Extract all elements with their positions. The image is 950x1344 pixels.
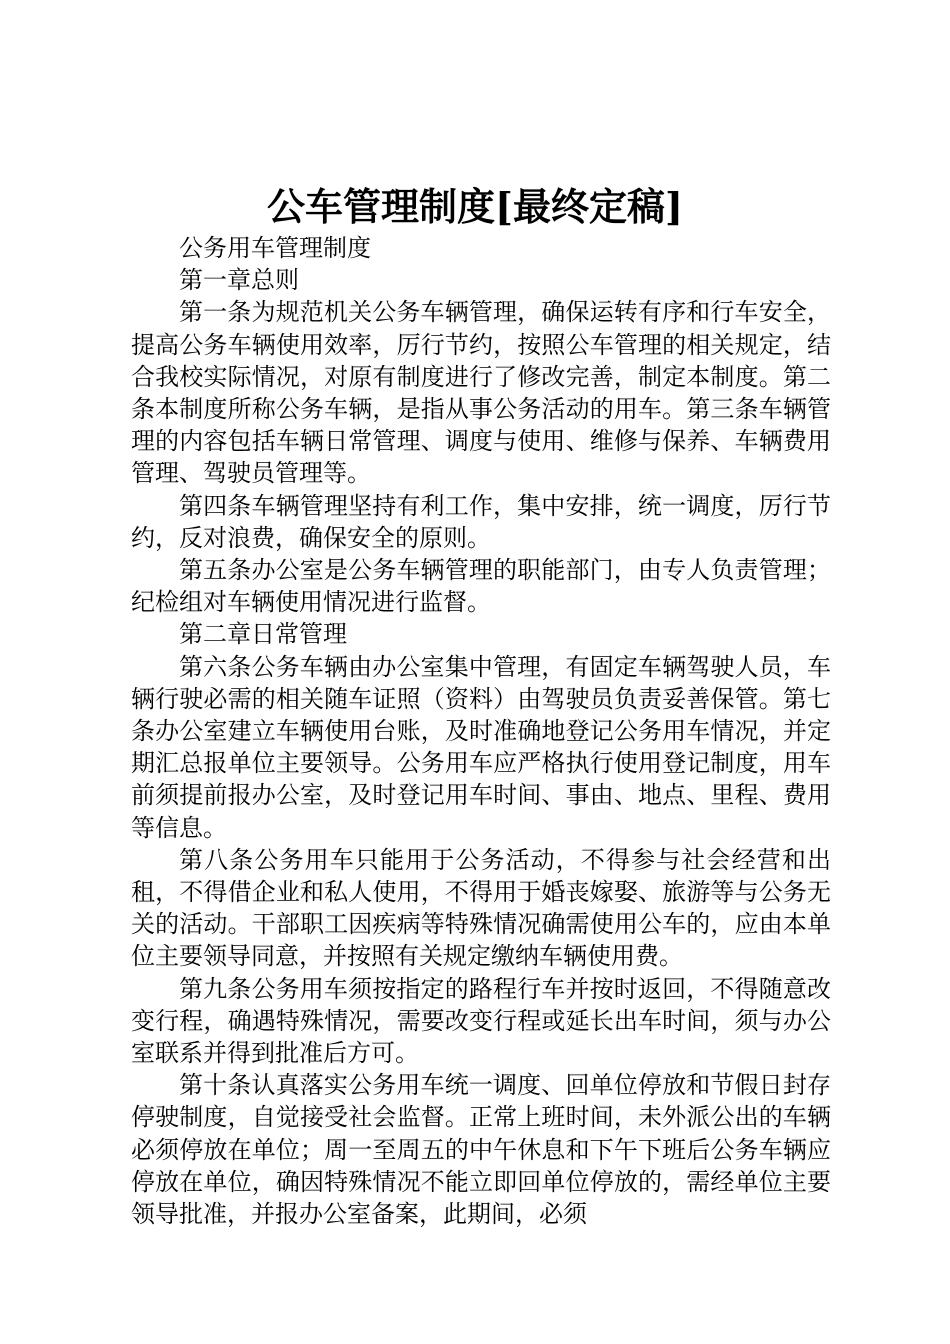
paragraph: 第八条公务用车只能用于公务活动，不得参与社会经营和出租，不得借企业和私人使用，不得用于婚丧嫁娶、旅游等与公务无关的活动。干部职工因疾病等特殊情况确需使用公车的，应由本单位主要领导同意，并按照有关规定缴纳车辆使用费。 [131, 845, 831, 971]
paragraph: 公务用车管理制度 [179, 234, 371, 262]
paragraph: 第五条办公室是公务车辆管理的职能部门，由专人负责管理；纪检组对车辆使用情况进行监督。 [131, 556, 831, 617]
paragraph: 第四条车辆管理坚持有利工作，集中安排，统一调度，厉行节约，反对浪费，确保安全的原则。 [131, 491, 831, 552]
chapter-heading: 第一章总则 [179, 266, 299, 295]
paragraph: 第一条为规范机关公务车辆管理，确保运转有序和行车安全，提高公务车辆使用效率，厉行节约，按照公车管理的相关规定，结合我校实际情况，对原有制度进行了修改完善，制定本制度。第二条本制度所称公务车辆，是指从事公务活动的用车。第三条车辆管理的内容包括车辆日常管理、调度与使用、维修与保养、车辆费用管理、驾驶员管理等。 [131, 298, 831, 488]
document-body [131, 232, 831, 1230]
paragraph: 第六条公务车辆由办公室集中管理，有固定车辆驾驶人员，车辆行驶必需的相关随车证照（资料）由驾驶员负责妥善保管。第七条办公室建立车辆使用台账，及时准确地登记公务用车情况，并定期汇总报单位主要领导。公务用车应严格执行使用登记制度，用车前须提前报办公室，及时登记用车时间、事由、地点、里程、费用等信息。 [131, 652, 831, 842]
document-title: 公车管理制度[最终定稿] [267, 184, 683, 229]
chapter-heading: 第二章日常管理 [179, 620, 347, 649]
paragraph: 第九条公务用车须按指定的路程行车并按时返回，不得随意改变行程，确遇特殊情况，需要改变行程或延长出车时间，须与办公室联系并得到批准后方可。 [131, 974, 831, 1068]
paragraph: 第十条认真落实公务用车统一调度、回单位停放和节假日封存停驶制度，自觉接受社会监督。正常上班时间，未外派公出的车辆必须停放在单位；周一至周五的中午休息和下午下班后公务车辆应停放在单位，确因特殊情况不能立即回单位停放的，需经单位主要领导批准，并报办公室备案，此期间，必须 [131, 1071, 831, 1229]
